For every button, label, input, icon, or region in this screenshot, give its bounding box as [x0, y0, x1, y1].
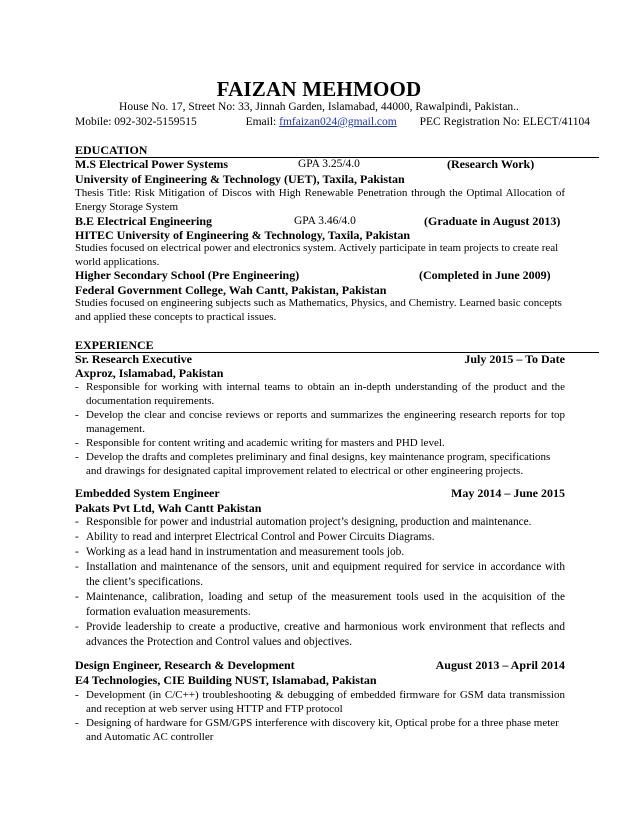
list-item: - Development (in C/C++) troubleshooting & debugging of embedded firmware for GSM data transmission and reception at web server using HTTP and FTP protocol	[75, 688, 565, 716]
job-1-header	[75, 352, 565, 366]
job-3-bullets	[75, 688, 565, 744]
ms-institution: University of Engineering & Technology (UET), Taxila, Pakistan	[75, 172, 405, 186]
resume-name: FAIZAN MEHMOOD	[216, 77, 422, 101]
list-item: - Responsible for power and industrial automation project’s designing, production and maintenance.	[75, 515, 565, 530]
list-item: - Ability to read and interpret Electrical Control and Power Circuits Diagrams.	[75, 530, 565, 545]
job-2-bullets	[75, 515, 565, 650]
hss-institution: Federal Government College, Wah Cantt, Pakistan, Pakistan	[75, 283, 387, 297]
ms-gpa: GPA 3.25/4.0	[298, 158, 360, 170]
job-1-dates: July 2015 – To Date	[464, 352, 565, 366]
email-link[interactable]: fmfaizan024@gmail.com	[279, 116, 397, 128]
address-line: House No. 17, Street No: 33, Jinnah Garden, Islamabad, 44000, Rawalpindi, Pakistan..	[119, 101, 519, 113]
experience-heading: EXPERIENCE	[75, 338, 599, 353]
job-3-role: Design Engineer, Research & Development	[75, 658, 295, 672]
job-1-company: Axproz, Islamabad, Pakistan	[75, 366, 224, 380]
list-item: - Working as a lead hand in instrumentation and measurement tools job.	[75, 545, 565, 560]
job-2-company: Pakats Pvt Ltd, Wah Cantt Pakistan	[75, 501, 262, 515]
job-3-company: E4 Technologies, CIE Building NUST, Islamabad, Pakistan	[75, 673, 377, 687]
hss-degree: Higher Secondary School (Pre Engineering)	[75, 268, 300, 282]
job-1-bullets	[75, 380, 565, 478]
be-note: (Graduate in August 2013)	[424, 214, 561, 228]
job-2-header	[75, 486, 565, 500]
list-item: - Develop the clear and concise reviews or reports and summarizes the engineering research reports for top management.	[75, 408, 565, 436]
ms-note: (Research Work)	[447, 157, 535, 171]
ms-degree-row	[75, 157, 565, 171]
job-2-role: Embedded System Engineer	[75, 486, 220, 500]
hss-description: Studies focused on engineering subjects such as Mathematics, Physics, and Chemistry. Learned basic concepts and applied these concepts to practical issues.	[75, 297, 562, 323]
hss-degree-row	[75, 268, 565, 282]
hss-note: (Completed in June 2009)	[419, 268, 551, 282]
job-3-header	[75, 658, 565, 672]
list-item: - Designing of hardware for GSM/GPS interference with discovery kit, Optical probe for a three phase meter and Automatic AC controller	[75, 716, 565, 744]
job-1-role: Sr. Research Executive	[75, 352, 192, 366]
list-item: - Responsible for content writing and academic writing for masters and PHD level.	[75, 436, 565, 450]
be-description: Studies focused on electrical power and electronics system. Actively participate in team projects to create real world applications.	[75, 242, 559, 268]
ms-degree: M.S Electrical Power Systems	[75, 157, 229, 171]
job-2-dates: May 2014 – June 2015	[451, 486, 565, 500]
be-institution: HITEC University of Engineering & Technology, Taxila, Pakistan	[75, 228, 411, 242]
be-gpa: GPA 3.46/4.0	[294, 215, 356, 227]
be-degree-row	[75, 214, 565, 228]
be-degree: B.E Electrical Engineering	[75, 214, 212, 228]
job-3-dates: August 2013 – April 2014	[435, 658, 565, 672]
ms-thesis: Thesis Title: Risk Mitigation of Discos with High Renewable Penetration through the Optimal Allocation of Energy Storage System	[75, 187, 565, 213]
pec-registration: PEC Registration No: ELECT/41104	[419, 116, 591, 128]
list-item: - Develop the drafts and completes preliminary and final designs, key maintenance program, specifications and drawings for designated capital improvement related to electrical or other engineering projects.	[75, 450, 565, 478]
list-item: - Provide leadership to create a productive, creative and harmonious work environment that reflects and advances the Protection and Control values and objectives.	[75, 620, 565, 650]
list-item: - Maintenance, calibration, loading and setup of the measurement tools used in the acquisition of the formation evaluation measurements.	[75, 590, 565, 620]
contact-line	[75, 116, 591, 128]
education-heading: EDUCATION	[75, 143, 599, 158]
mobile-number: Mobile: 092-302-5159515	[75, 116, 197, 128]
list-item: - Responsible for working with internal teams to obtain an in-depth understanding of the product and the documentation requirements.	[75, 380, 565, 408]
list-item: - Installation and maintenance of the sensors, unit and equipment required for service in accordance with the client’s specifications.	[75, 560, 565, 590]
email-label: Email:	[245, 116, 277, 128]
